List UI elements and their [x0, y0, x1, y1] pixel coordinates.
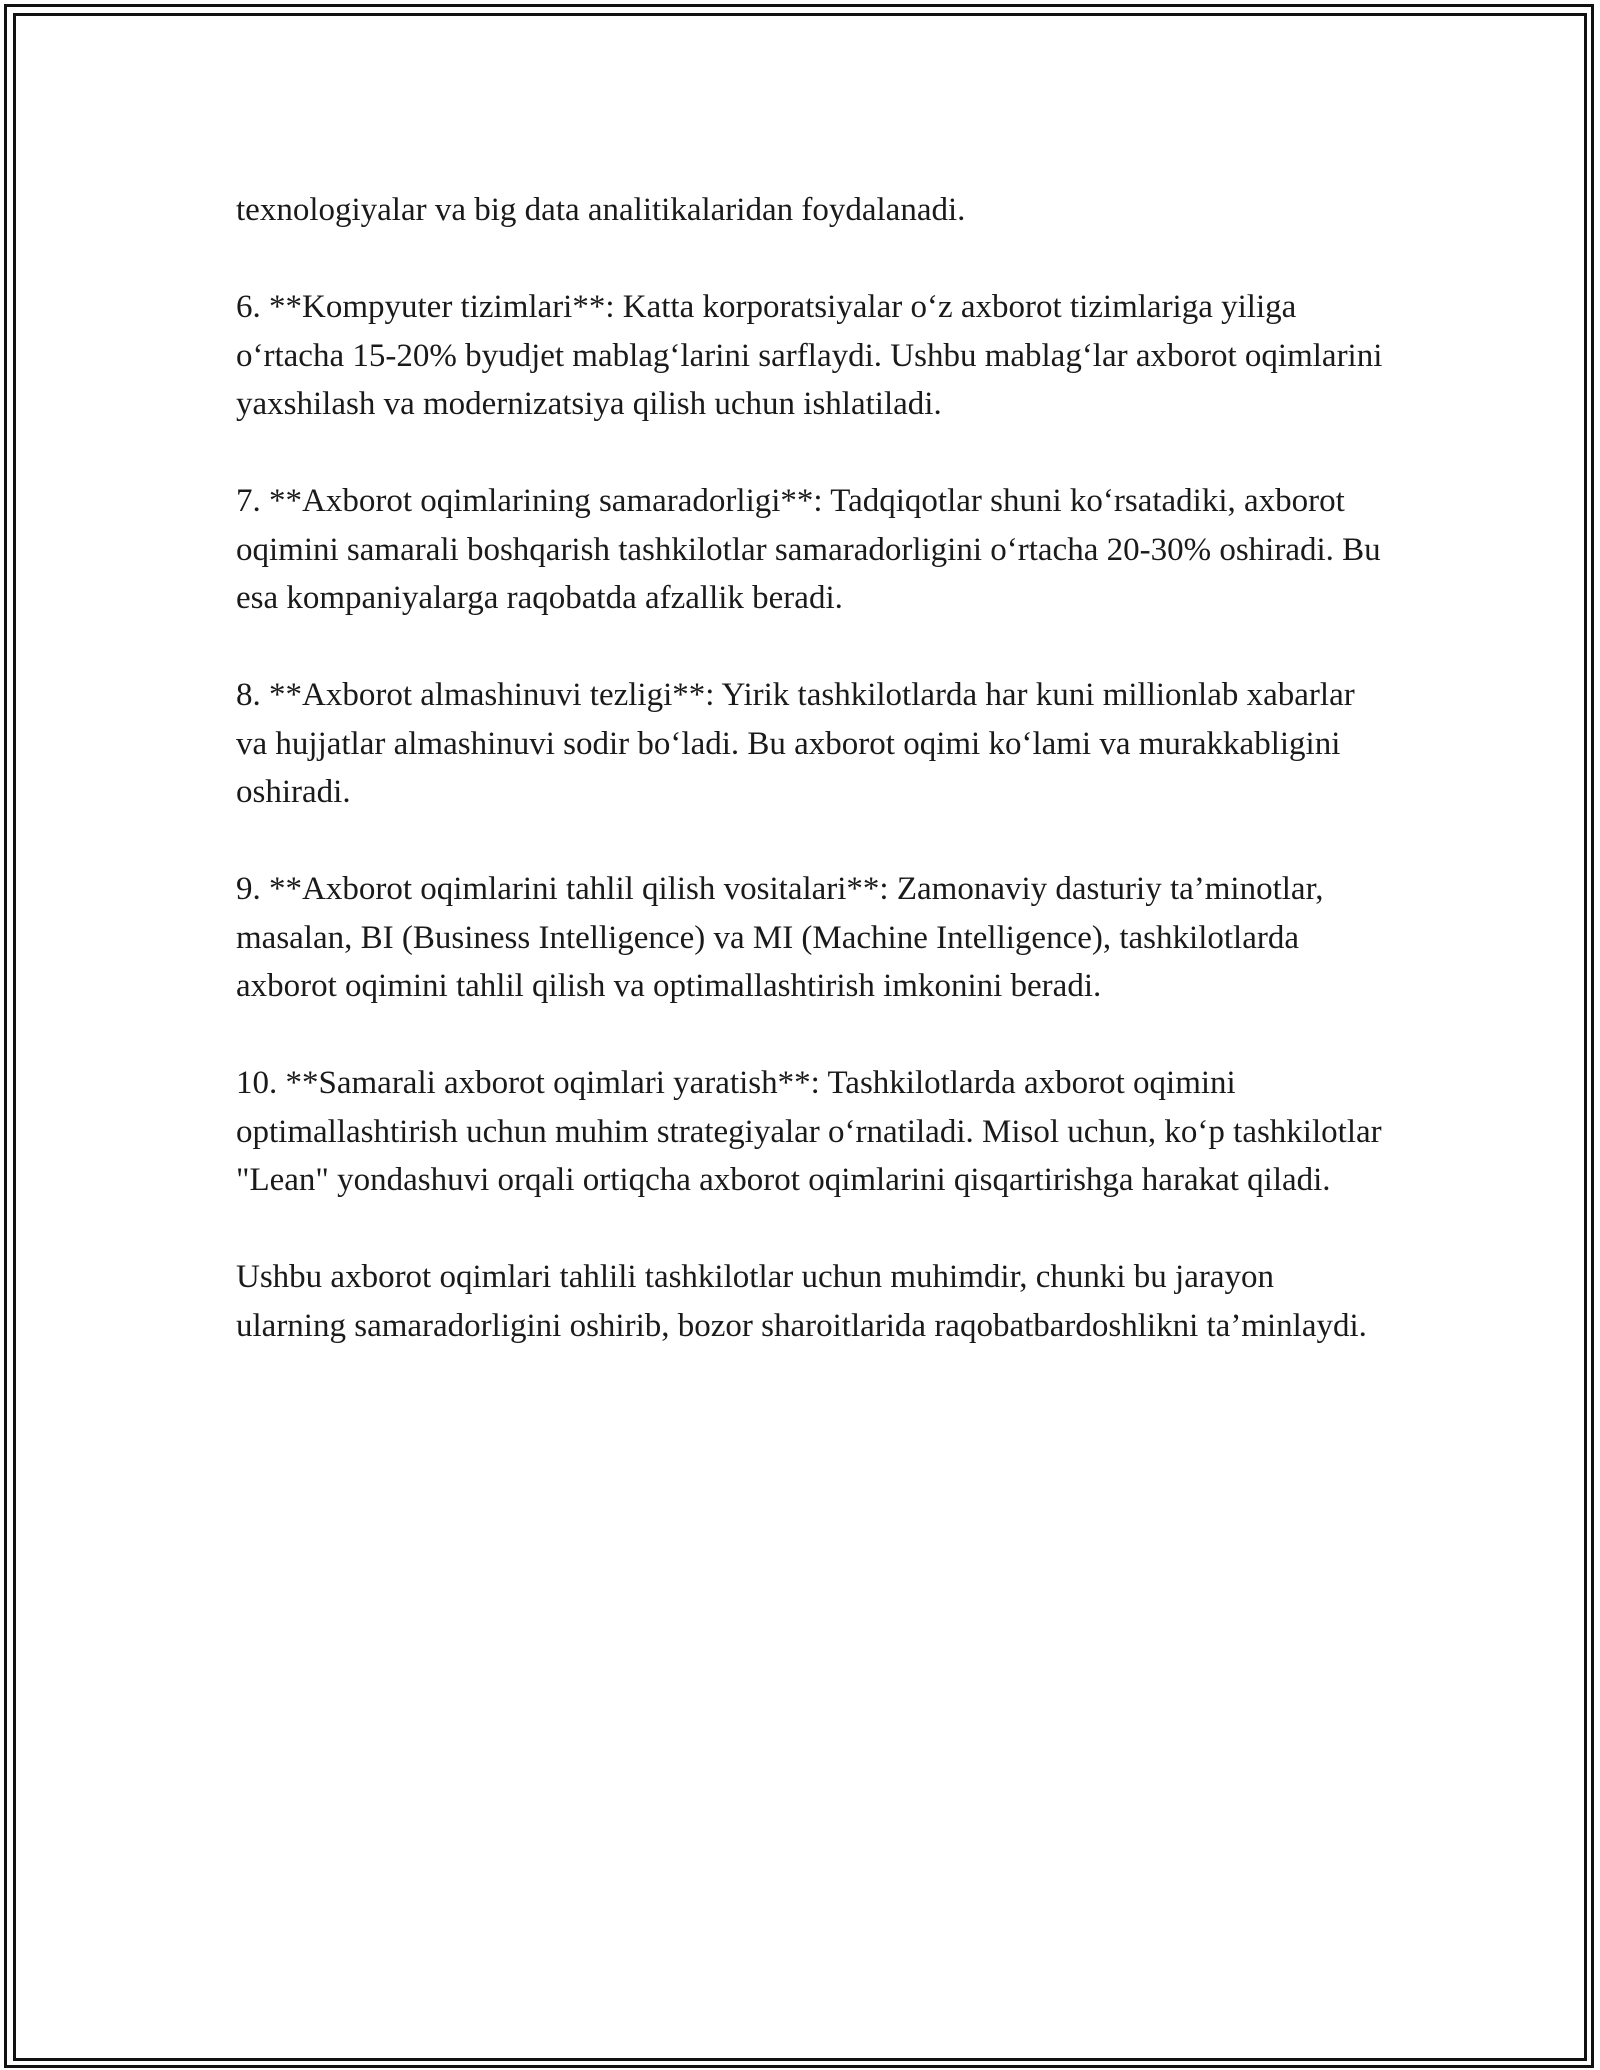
paragraph-item-10: 10. **Samarali axborot oqimlari yaratish**: Tashkilotlarda axborot oqimini optimallashtirish uchun muhim strategiyalar o‘rnatiladi. Misol uchun, ko‘p tashkilotlar "Lean" yondashuvi orqali ortiqcha axborot oqimlarini qisqartirishga harakat qiladi. — [236, 1065, 1382, 1198]
paragraph-item-8: 8. **Axborot almashinuvi tezligi**: Yirik tashkilotlarda har kuni millionlab xabarlar va hujjatlar almashinuvi sodir bo‘ladi. Bu axborot oqimi ko‘lami va murakkabligini oshiradi. — [236, 677, 1355, 810]
paragraph-item-6: 6. **Kompyuter tizimlari**: Katta korporatsiyalar o‘z axborot tizimlariga yiliga o‘rtacha 15-20% byudjet mablag‘larini sarflaydi. Ushbu mablag‘lar axborot oqimlarini yaxshilash va modernizatsiya qilish uchun ishlatiladi. — [236, 289, 1383, 422]
paragraph-conclusion: Ushbu axborot oqimlari tahlili tashkilotlar uchun muhimdir, chunki bu jarayon ularning samaradorligini oshirib, bozor sharoitlarida raqobatbardoshlikni ta’minlaydi. — [236, 1259, 1367, 1344]
paragraph-continuation: texnologiyalar va big data analitikalaridan foydalanadi. — [236, 192, 966, 228]
paragraph-item-9: 9. **Axborot oqimlarini tahlil qilish vositalari**: Zamonaviy dasturiy ta’minotlar, masalan, BI (Business Intelligence) va MI (Machine Intelligence), tashkilotlarda axborot oqimini tahlil qilish va optimallashtirish imkonini beradi. — [236, 871, 1324, 1004]
document-body — [236, 186, 1386, 1350]
paragraph-item-7: 7. **Axborot oqimlarining samaradorligi**: Tadqiqotlar shuni ko‘rsatadiki, axborot oqimini samarali boshqarish tashkilotlar samaradorligini o‘rtacha 20-30% oshiradi. Bu esa kompaniyalarga raqobatda afzallik beradi. — [236, 483, 1381, 616]
